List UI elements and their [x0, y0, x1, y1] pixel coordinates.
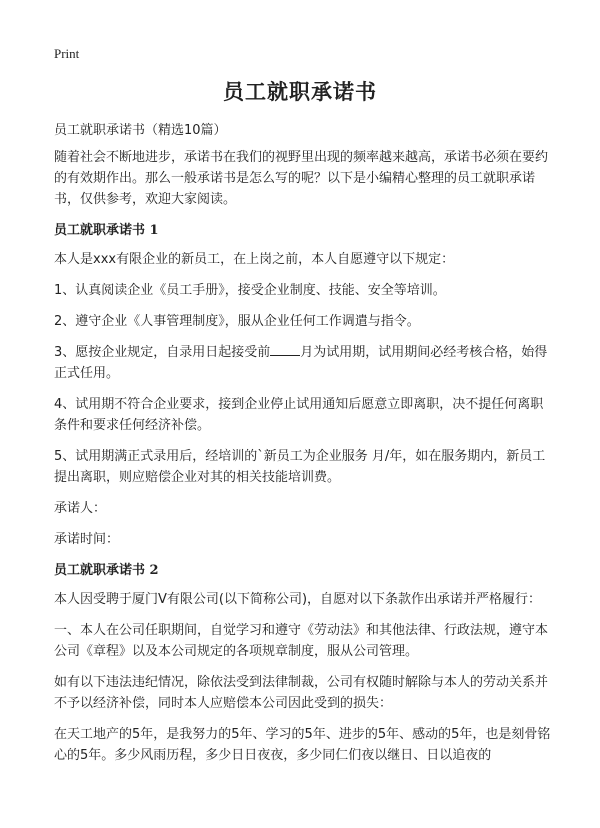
- section-2-paragraph-3: 如有以下违法违纪情况，除依法受到法律制裁，公司有权随时解除与本人的劳动关系并不予以经济补偿，同时本人应赔偿本公司因此受到的损失：: [54, 675, 549, 711]
- section-1-heading: 员工就职承诺书 1: [54, 223, 159, 238]
- section-1-paragraph-3: 2、遵守企业《人事管理制度》，服从企业任何工作调遣与指令。: [54, 314, 420, 329]
- section-1-paragraph-2: 1、认真阅读企业《员工手册》，接受企业制度、技能、安全等培训。: [54, 283, 446, 298]
- p4-after-blank: 月为试用期，试用期间必经考核合格，始得正式任用。: [54, 345, 548, 381]
- subtitle: 员工就职承诺书（精选10篇）: [54, 123, 227, 138]
- section-2-heading: 员工就职承诺书 2: [54, 563, 159, 578]
- section-1-paragraph-4: [54, 342, 552, 384]
- time-label: 承诺时间：: [54, 532, 120, 547]
- section-1-paragraph-6: 5、试用期满正式录用后，经培训的`新员工为企业服务 月/年，如在服务期内，新员工提出离职，则应赔偿企业对其的相关技能培训费。: [54, 449, 546, 485]
- signer-label: 承诺人：: [54, 501, 107, 516]
- p4-before-blank: 3、愿按企业规定，自录用日起接受前: [54, 345, 271, 360]
- intro-paragraph: 随着社会不断地进步，承诺书在我们的视野里出现的频率越来越高，承诺书必须在要约的有效期作出。那么一般承诺书是怎么写的呢？以下是小编精心整理的员工就职承诺书，仅供参考，欢迎大家阅读。: [54, 150, 549, 207]
- fill-in-blank: [270, 342, 300, 356]
- document-body: [54, 120, 552, 776]
- print-link[interactable]: Print: [54, 46, 80, 61]
- section-2-paragraph-1: 本人因受聘于厦门V有限公司(以下简称公司)，自愿对以下条款作出承诺并严格履行：: [54, 592, 542, 607]
- section-1-paragraph-5: 4、试用期不符合企业要求，接到企业停止试用通知后愿意立即离职，决不提任何离职条件和要求任何经济补偿。: [54, 397, 544, 433]
- section-1-paragraph-1: 本人是xxx有限企业的新员工，在上岗之前，本人自愿遵守以下规定：: [54, 252, 455, 267]
- page-title: 员工就职承诺书: [223, 80, 377, 104]
- section-2-paragraph-2: 一、本人在公司任职期间，自觉学习和遵守《劳动法》和其他法律、行政法规，遵守本公司《章程》以及本公司规定的各项规章制度，服从公司管理。: [54, 623, 549, 659]
- section-2-paragraph-4: 在天工地产的5年，是我努力的5年、学习的5年、进步的5年、感动的5年，也是刻骨铭心的5年。多少风雨历程，多少日日夜夜，多少同仁们夜以继日、日以追夜的: [54, 727, 551, 763]
